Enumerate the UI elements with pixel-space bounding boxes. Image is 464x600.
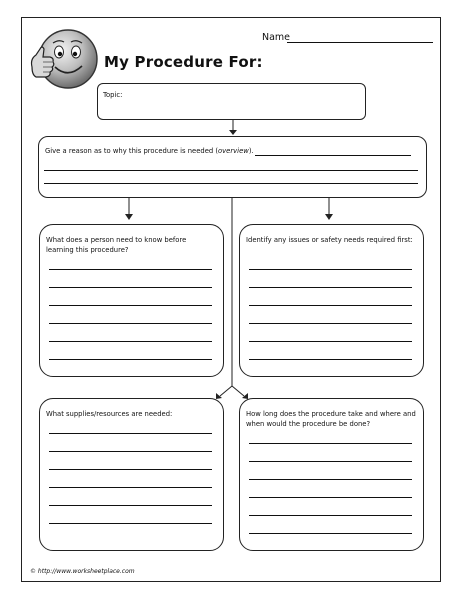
answer-line <box>49 359 212 360</box>
overview-answer-line <box>44 183 418 184</box>
answer-line <box>249 287 412 288</box>
answer-line <box>49 523 212 524</box>
answer-line <box>249 269 412 270</box>
answer-line <box>49 269 212 270</box>
overview-prompt-suffix: ). <box>248 147 254 155</box>
supplies-box[interactable] <box>39 398 224 551</box>
answer-line <box>249 461 412 462</box>
overview-prompt-italic: overview <box>218 147 249 155</box>
prior-knowledge-prompt: What does a person need to know before learning this procedure? <box>46 236 187 254</box>
answer-line <box>249 323 412 324</box>
answer-line <box>249 497 412 498</box>
timing-location-box[interactable] <box>239 398 424 551</box>
timing-location-prompt: How long does the procedure take and where and when would the procedure be done? <box>246 410 416 428</box>
name-field[interactable] <box>287 42 433 43</box>
overview-prompt <box>45 146 411 156</box>
thumbs-up-smiley-icon <box>28 27 98 95</box>
answer-line <box>249 515 412 516</box>
page-title: My Procedure For: <box>104 53 263 71</box>
answer-line <box>49 305 212 306</box>
safety-needs-prompt: Identify any issues or safety needs required first: <box>246 236 413 244</box>
answer-line <box>249 479 412 480</box>
overview-prompt-prefix: Give a reason as to why this procedure is needed ( <box>45 147 218 155</box>
topic-label: Topic: <box>103 91 123 99</box>
topic-box[interactable] <box>97 83 366 120</box>
answer-line <box>49 487 212 488</box>
prior-knowledge-box[interactable] <box>39 224 224 377</box>
answer-line <box>49 433 212 434</box>
answer-line <box>49 287 212 288</box>
overview-answer-line <box>44 170 418 171</box>
safety-needs-box[interactable] <box>239 224 424 377</box>
overview-box[interactable] <box>38 136 427 198</box>
answer-line <box>49 469 212 470</box>
overview-answer-line <box>255 155 411 156</box>
answer-line <box>49 341 212 342</box>
name-label: Name <box>262 32 291 43</box>
answer-line <box>49 451 212 452</box>
answer-line <box>249 341 412 342</box>
answer-line <box>249 533 412 534</box>
answer-line <box>249 443 412 444</box>
supplies-prompt: What supplies/resources are needed: <box>46 410 173 418</box>
answer-line <box>49 505 212 506</box>
answer-line <box>249 359 412 360</box>
answer-line <box>249 305 412 306</box>
answer-line <box>49 323 212 324</box>
footer-credit: © http://www.worksheetplace.com <box>30 568 135 575</box>
